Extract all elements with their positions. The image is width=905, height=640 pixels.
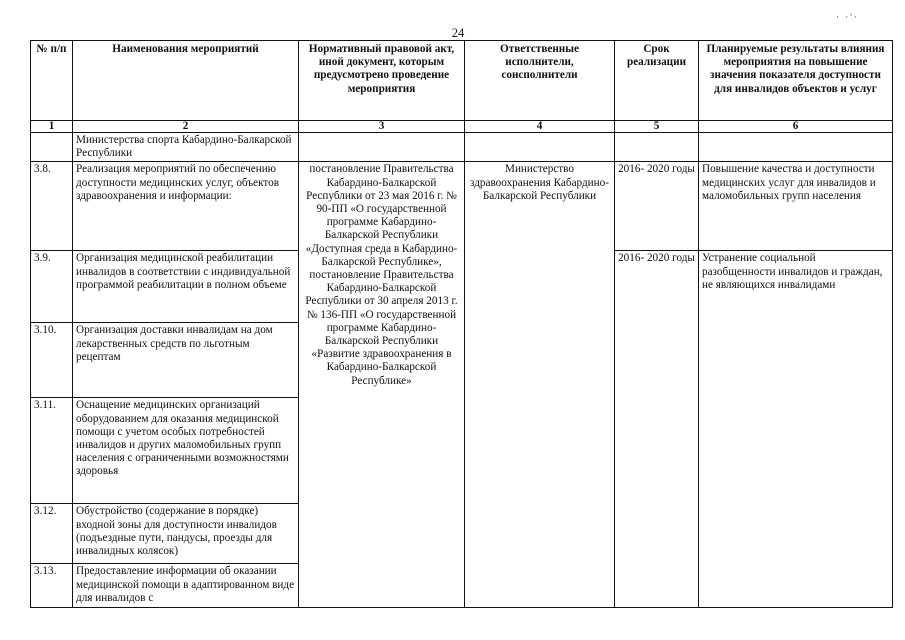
row-name: Реализация мероприятий по обеспечению доступности медицинских услуг, объектов здравоохранения и информации: (73, 162, 299, 251)
measures-table (30, 40, 893, 608)
row-number: 3.12. (31, 504, 73, 564)
column-number-row (31, 121, 893, 133)
row-name: Организация медицинской реабилитации инвалидов в соответствии с индивидуальной программой реабилитации в полном объеме (73, 251, 299, 323)
header-responsible: Ответственные исполнители, соисполнители (465, 41, 615, 121)
column-number: 3 (299, 121, 465, 133)
column-number: 6 (699, 121, 893, 133)
row-name: Оснащение медицинских организаций оборудованием для оказания медицинской помощи с учетом особых потребностей инвалидов и других маломобильных групп населения с ограниченными возможностями здоровья (73, 398, 299, 504)
header-term: Срок реализации (615, 41, 699, 121)
row-number: 3.11. (31, 398, 73, 504)
page-number: 24 (451, 26, 465, 40)
header-num: № п/п (31, 41, 73, 121)
row-term: 2016- 2020 годы (615, 251, 699, 608)
column-number: 4 (465, 121, 615, 133)
header-act: Нормативный правовой акт, иной документ, которым предусмотрено проведение мероприятия (299, 41, 465, 121)
table-row (31, 133, 893, 162)
row-number: 3.10. (31, 323, 73, 398)
table-row (31, 162, 893, 251)
row-term: 2016- 2020 годы (615, 162, 699, 251)
row-number: 3.9. (31, 251, 73, 323)
row-result: Повышение качества и доступности медицинских услуг для инвалидов и маломобильных групп населения (699, 162, 893, 251)
row-number: 3.8. (31, 162, 73, 251)
act-cell: постановление Правительства Кабардино-Балкарской Республики от 23 мая 2016 г. № 90-ПП «О государственной программе Кабардино-Балкарской Республики «Доступная среда в Кабардино-Балкарской Республике», постановление Правительства Кабардино-Балкарской Республики от 30 апреля 2013 г. № 136-ПП «О государственной программе Кабардино-Балкарской Республики «Развитие здравоохранения в Кабардино-Балкарской Республике» (299, 162, 465, 608)
continuation-cell: Министерства спорта Кабардино-Балкарской Республики (73, 133, 299, 162)
row-name: Предоставление информации об оказании медицинской помощи в адаптированном виде для инвалидов с (73, 564, 299, 608)
row-result: Устранение социальной разобщенности инвалидов и граждан, не являющихся инвалидами (699, 251, 893, 608)
row-name: Обустройство (содержание в порядке) входной зоны для доступности инвалидов (подъездные пути, пандусы, проезды для инвалидных колясок) (73, 504, 299, 564)
row-number: 3.13. (31, 564, 73, 608)
column-number: 1 (31, 121, 73, 133)
scan-marks: · ·'· (836, 12, 859, 22)
table-header-row (31, 41, 893, 121)
column-number: 5 (615, 121, 699, 133)
column-number: 2 (73, 121, 299, 133)
header-name: Наименования мероприятий (73, 41, 299, 121)
header-result: Планируемые результаты влияния мероприятия на повышение значения показателя доступности для инвалидов объектов и услуг (699, 41, 893, 121)
responsible-cell: Министерство здравоохранения Кабардино-Балкарской Республики (465, 162, 615, 608)
row-name: Организация доставки инвалидам на дом лекарственных средств по льготным рецептам (73, 323, 299, 398)
